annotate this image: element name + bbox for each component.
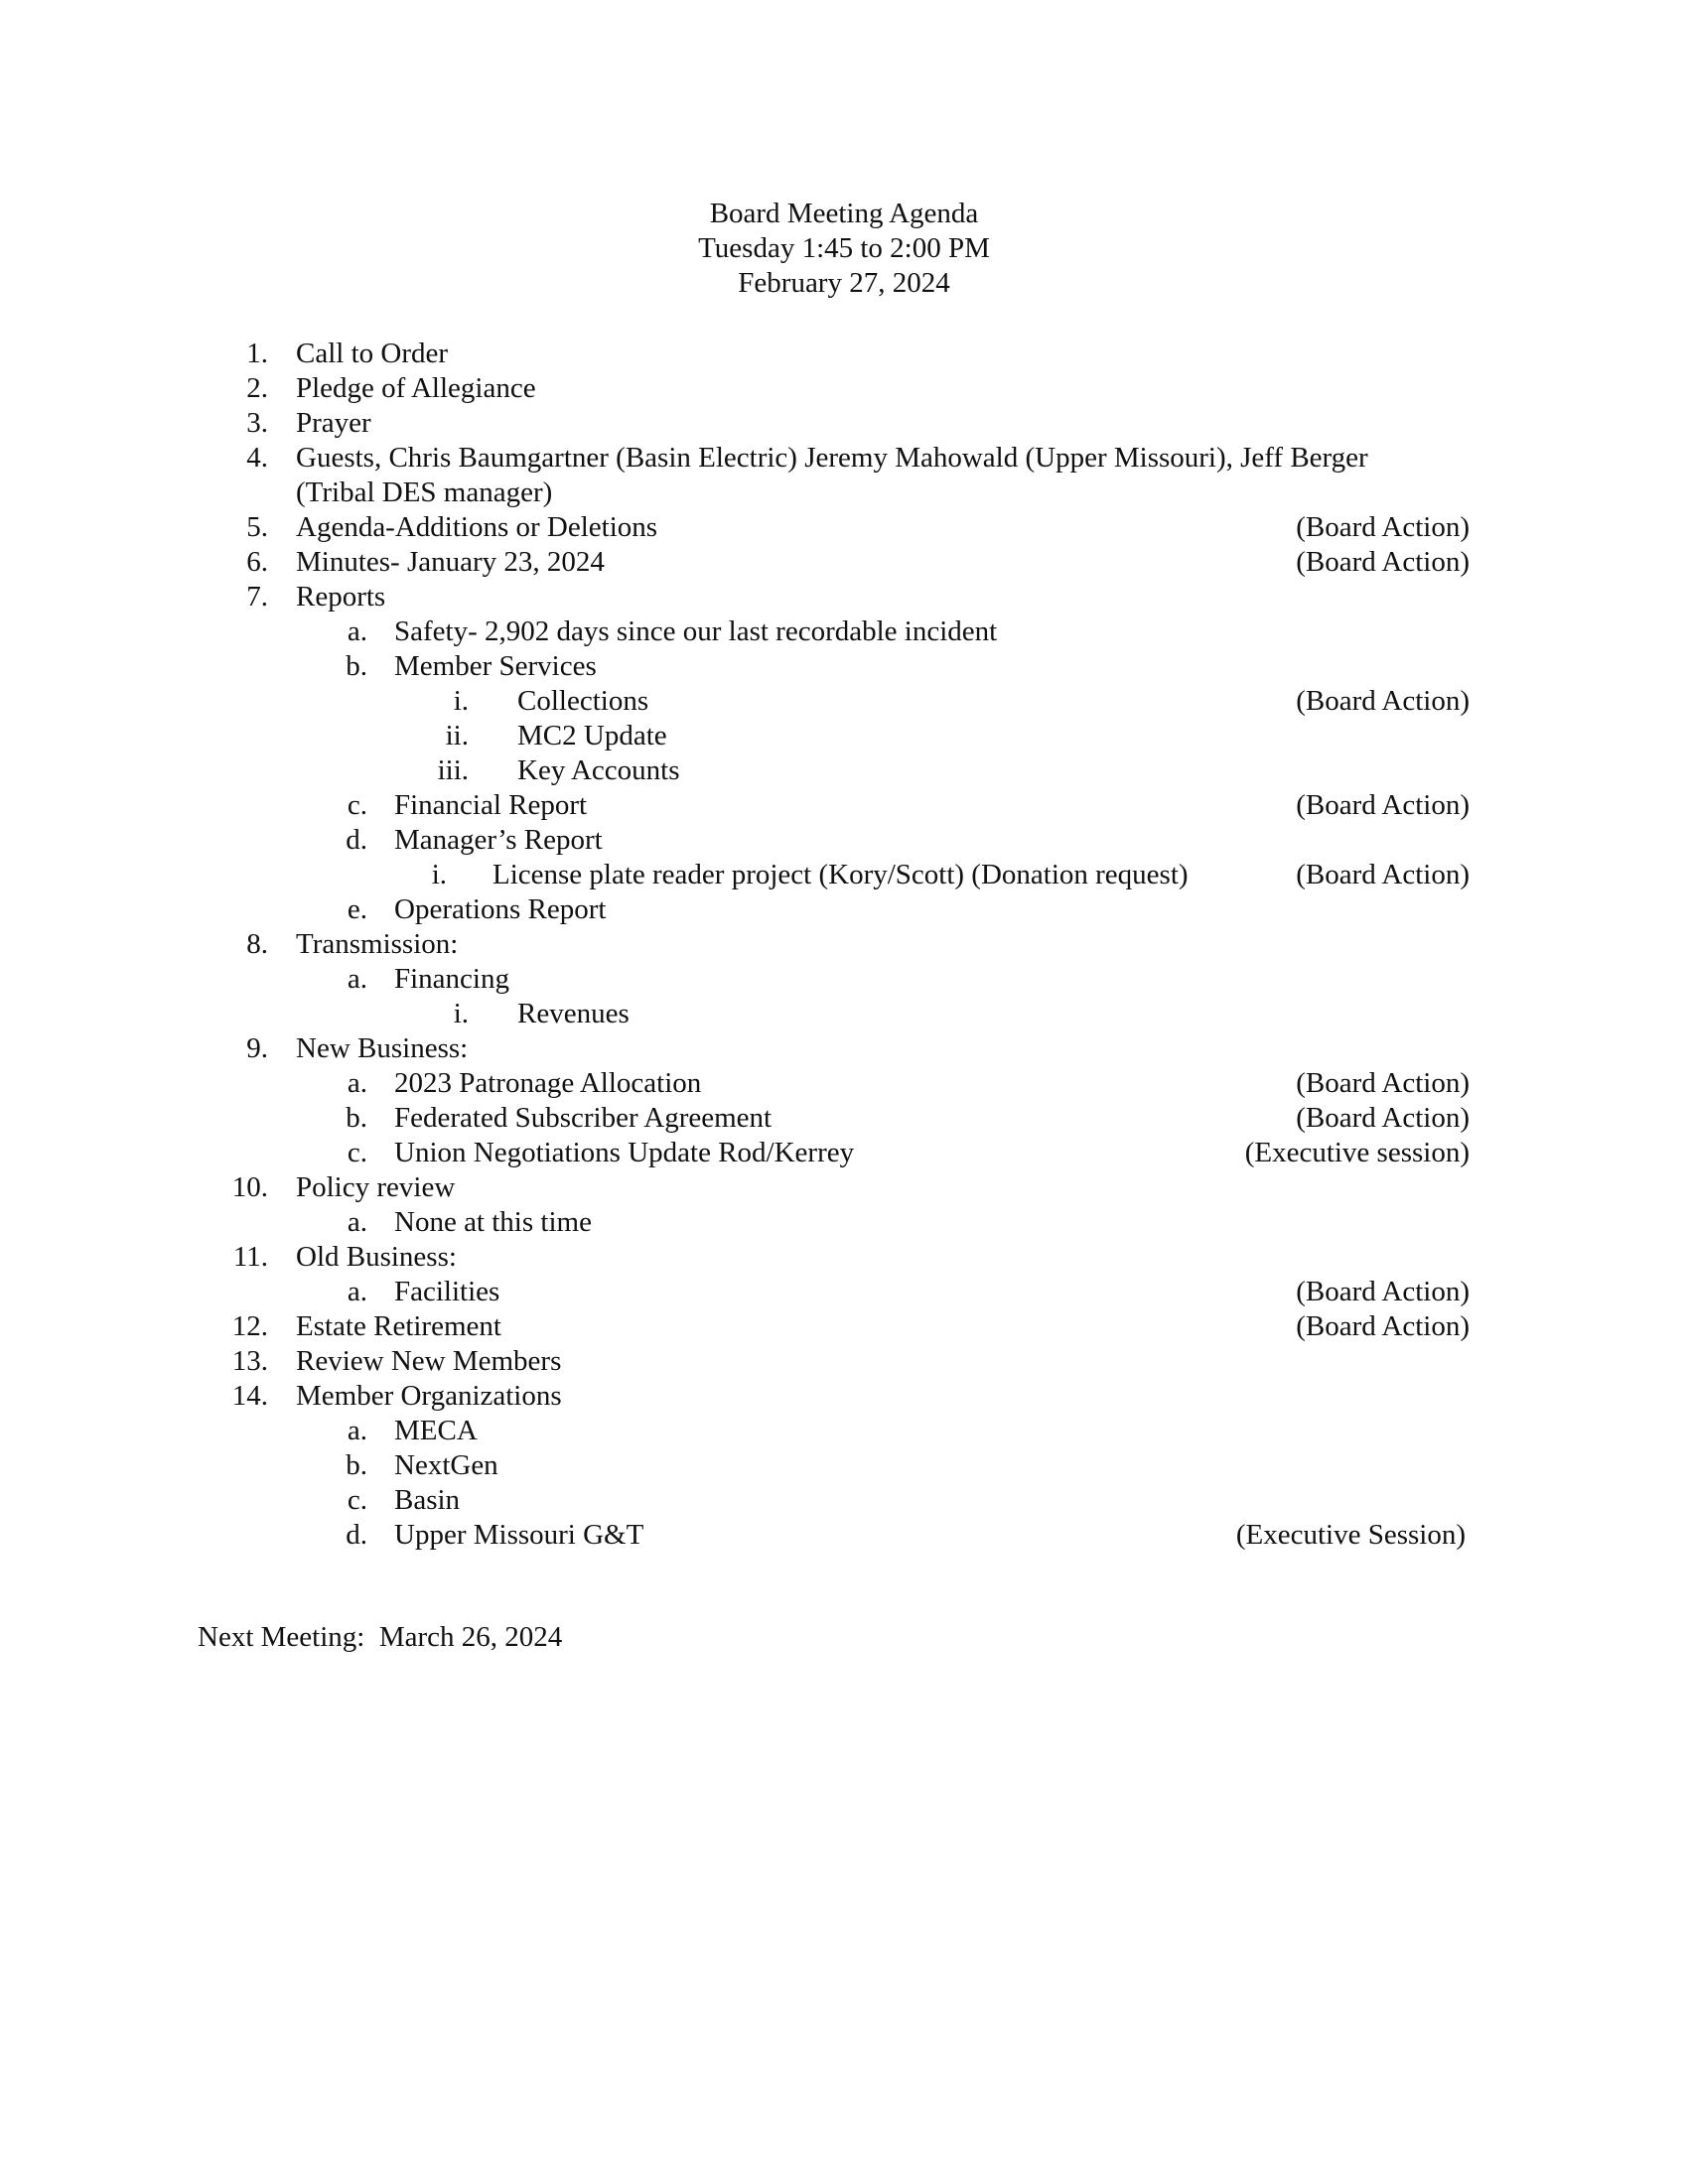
item-text: NextGen bbox=[394, 1449, 498, 1481]
item-text: Basin bbox=[394, 1484, 461, 1516]
item-number: 1. bbox=[246, 338, 268, 369]
agenda-subitem bbox=[0, 1414, 1688, 1448]
agenda-item bbox=[0, 1309, 1688, 1344]
agenda-item bbox=[0, 1031, 1688, 1066]
agenda-subitem bbox=[0, 788, 1688, 823]
action-tag: (Board Action) bbox=[1296, 1310, 1470, 1342]
agenda-subitem bbox=[0, 649, 1688, 684]
agenda-item bbox=[0, 580, 1688, 614]
agenda-subitem bbox=[0, 1483, 1688, 1518]
item-text: Financial Report bbox=[394, 789, 588, 821]
item-text: Revenues bbox=[517, 998, 630, 1029]
item-number: b. bbox=[346, 1449, 367, 1481]
action-tag: (Board Action) bbox=[1296, 1102, 1470, 1134]
item-number: c. bbox=[347, 789, 367, 821]
item-number: d. bbox=[346, 824, 367, 856]
item-number: 9. bbox=[246, 1032, 268, 1064]
item-number: 5. bbox=[246, 511, 268, 543]
agenda-subitem bbox=[0, 1066, 1688, 1101]
item-number: 4. bbox=[246, 442, 268, 474]
item-text: 2023 Patronage Allocation bbox=[394, 1067, 702, 1099]
agenda-subitem bbox=[0, 1518, 1688, 1553]
item-number: iii. bbox=[437, 754, 469, 786]
agenda-item-continuation bbox=[0, 476, 1688, 510]
item-text: License plate reader project (Kory/Scott) (Donation request) bbox=[492, 859, 1189, 890]
item-text: Operations Report bbox=[394, 893, 607, 925]
agenda-item bbox=[0, 441, 1688, 476]
item-text: Guests, Chris Baumgartner (Basin Electric) Jeremy Mahowald (Upper Missouri), Jeff Berger bbox=[296, 442, 1368, 474]
agenda-subsubitem bbox=[0, 753, 1688, 788]
agenda-subsubitem bbox=[0, 719, 1688, 753]
agenda-item bbox=[0, 337, 1688, 371]
item-number: a. bbox=[347, 615, 367, 647]
action-tag: (Board Action) bbox=[1296, 859, 1470, 890]
agenda-item bbox=[0, 1344, 1688, 1379]
item-number: a. bbox=[347, 963, 367, 995]
item-text: Prayer bbox=[296, 407, 371, 439]
action-tag: (Board Action) bbox=[1296, 1067, 1470, 1099]
item-number: ii. bbox=[445, 720, 469, 751]
action-tag: (Executive session) bbox=[1244, 1137, 1470, 1168]
item-text: (Tribal DES manager) bbox=[296, 477, 553, 508]
agenda-item bbox=[0, 927, 1688, 962]
item-text: Financing bbox=[394, 963, 509, 995]
item-text: Estate Retirement bbox=[296, 1310, 501, 1342]
item-number: 12. bbox=[231, 1310, 268, 1342]
meeting-time: Tuesday 1:45 to 2:00 PM bbox=[698, 232, 990, 264]
item-number: b. bbox=[346, 650, 367, 682]
item-text: Transmission: bbox=[296, 928, 459, 960]
action-tag: (Executive Session) bbox=[1235, 1519, 1466, 1551]
agenda-subitem bbox=[0, 962, 1688, 997]
item-number: a. bbox=[347, 1276, 367, 1307]
agenda-item bbox=[0, 406, 1688, 441]
next-meeting: Next Meeting: March 26, 2024 bbox=[198, 1621, 563, 1653]
agenda-list bbox=[0, 337, 1688, 1553]
item-number: a. bbox=[347, 1206, 367, 1238]
item-text: Pledge of Allegiance bbox=[296, 372, 536, 404]
agenda-item bbox=[0, 545, 1688, 580]
item-text: Agenda-Additions or Deletions bbox=[296, 511, 658, 543]
item-text: MC2 Update bbox=[517, 720, 667, 751]
agenda-subsubitem bbox=[0, 858, 1688, 892]
item-text: Union Negotiations Update Rod/Kerrey bbox=[394, 1137, 855, 1168]
item-number: 13. bbox=[231, 1345, 268, 1377]
item-text: Review New Members bbox=[296, 1345, 562, 1377]
item-text: Upper Missouri G&T bbox=[394, 1519, 644, 1551]
item-text: Old Business: bbox=[296, 1241, 457, 1273]
item-text: Member Services bbox=[394, 650, 597, 682]
item-text: Member Organizations bbox=[296, 1380, 562, 1412]
item-number: c. bbox=[347, 1484, 367, 1516]
item-number: c. bbox=[347, 1137, 367, 1168]
item-text: Key Accounts bbox=[517, 754, 680, 786]
item-text: Reports bbox=[296, 581, 386, 613]
action-tag: (Board Action) bbox=[1296, 1276, 1470, 1307]
agenda-subitem bbox=[0, 1136, 1688, 1170]
agenda-subitem bbox=[0, 1448, 1688, 1483]
item-number: i. bbox=[453, 998, 469, 1029]
item-text: Policy review bbox=[296, 1171, 456, 1203]
item-number: 8. bbox=[246, 928, 268, 960]
item-text: MECA bbox=[394, 1415, 478, 1446]
item-number: 7. bbox=[246, 581, 268, 613]
agenda-title: Board Meeting Agenda bbox=[709, 198, 979, 229]
item-text: None at this time bbox=[394, 1206, 592, 1238]
item-number: 11. bbox=[232, 1241, 268, 1273]
item-number: 14. bbox=[231, 1380, 268, 1412]
agenda-header bbox=[0, 197, 1688, 301]
action-tag: (Board Action) bbox=[1296, 685, 1470, 717]
item-number: i. bbox=[453, 685, 469, 717]
item-number: b. bbox=[346, 1102, 367, 1134]
item-number: i. bbox=[431, 859, 447, 890]
item-text: Manager’s Report bbox=[394, 824, 603, 856]
agenda-item bbox=[0, 1379, 1688, 1414]
agenda-subitem bbox=[0, 892, 1688, 927]
item-number: 3. bbox=[246, 407, 268, 439]
agenda-item bbox=[0, 1170, 1688, 1205]
item-text: Collections bbox=[517, 685, 649, 717]
action-tag: (Board Action) bbox=[1296, 546, 1470, 578]
agenda-subitem bbox=[0, 1101, 1688, 1136]
agenda-subsubitem bbox=[0, 684, 1688, 719]
item-number: a. bbox=[347, 1067, 367, 1099]
item-text: Safety- 2,902 days since our last recordable incident bbox=[394, 615, 998, 647]
item-text: Facilities bbox=[394, 1276, 500, 1307]
agenda-subitem bbox=[0, 1275, 1688, 1309]
agenda-item bbox=[0, 371, 1688, 406]
agenda-subitem bbox=[0, 823, 1688, 858]
item-number: 2. bbox=[246, 372, 268, 404]
meeting-date: February 27, 2024 bbox=[738, 267, 950, 299]
action-tag: (Board Action) bbox=[1296, 511, 1470, 543]
item-number: d. bbox=[346, 1519, 367, 1551]
item-text: Federated Subscriber Agreement bbox=[394, 1102, 773, 1134]
agenda-subsubitem bbox=[0, 997, 1688, 1031]
agenda-subitem bbox=[0, 614, 1688, 649]
agenda-item bbox=[0, 510, 1688, 545]
item-number: 6. bbox=[246, 546, 268, 578]
action-tag: (Board Action) bbox=[1296, 789, 1470, 821]
item-number: 10. bbox=[231, 1171, 268, 1203]
item-number: e. bbox=[347, 893, 367, 925]
item-text: New Business: bbox=[296, 1032, 469, 1064]
agenda-subitem bbox=[0, 1205, 1688, 1240]
item-text: Call to Order bbox=[296, 338, 449, 369]
item-number: a. bbox=[347, 1415, 367, 1446]
agenda-item bbox=[0, 1240, 1688, 1275]
item-text: Minutes- January 23, 2024 bbox=[296, 546, 605, 578]
